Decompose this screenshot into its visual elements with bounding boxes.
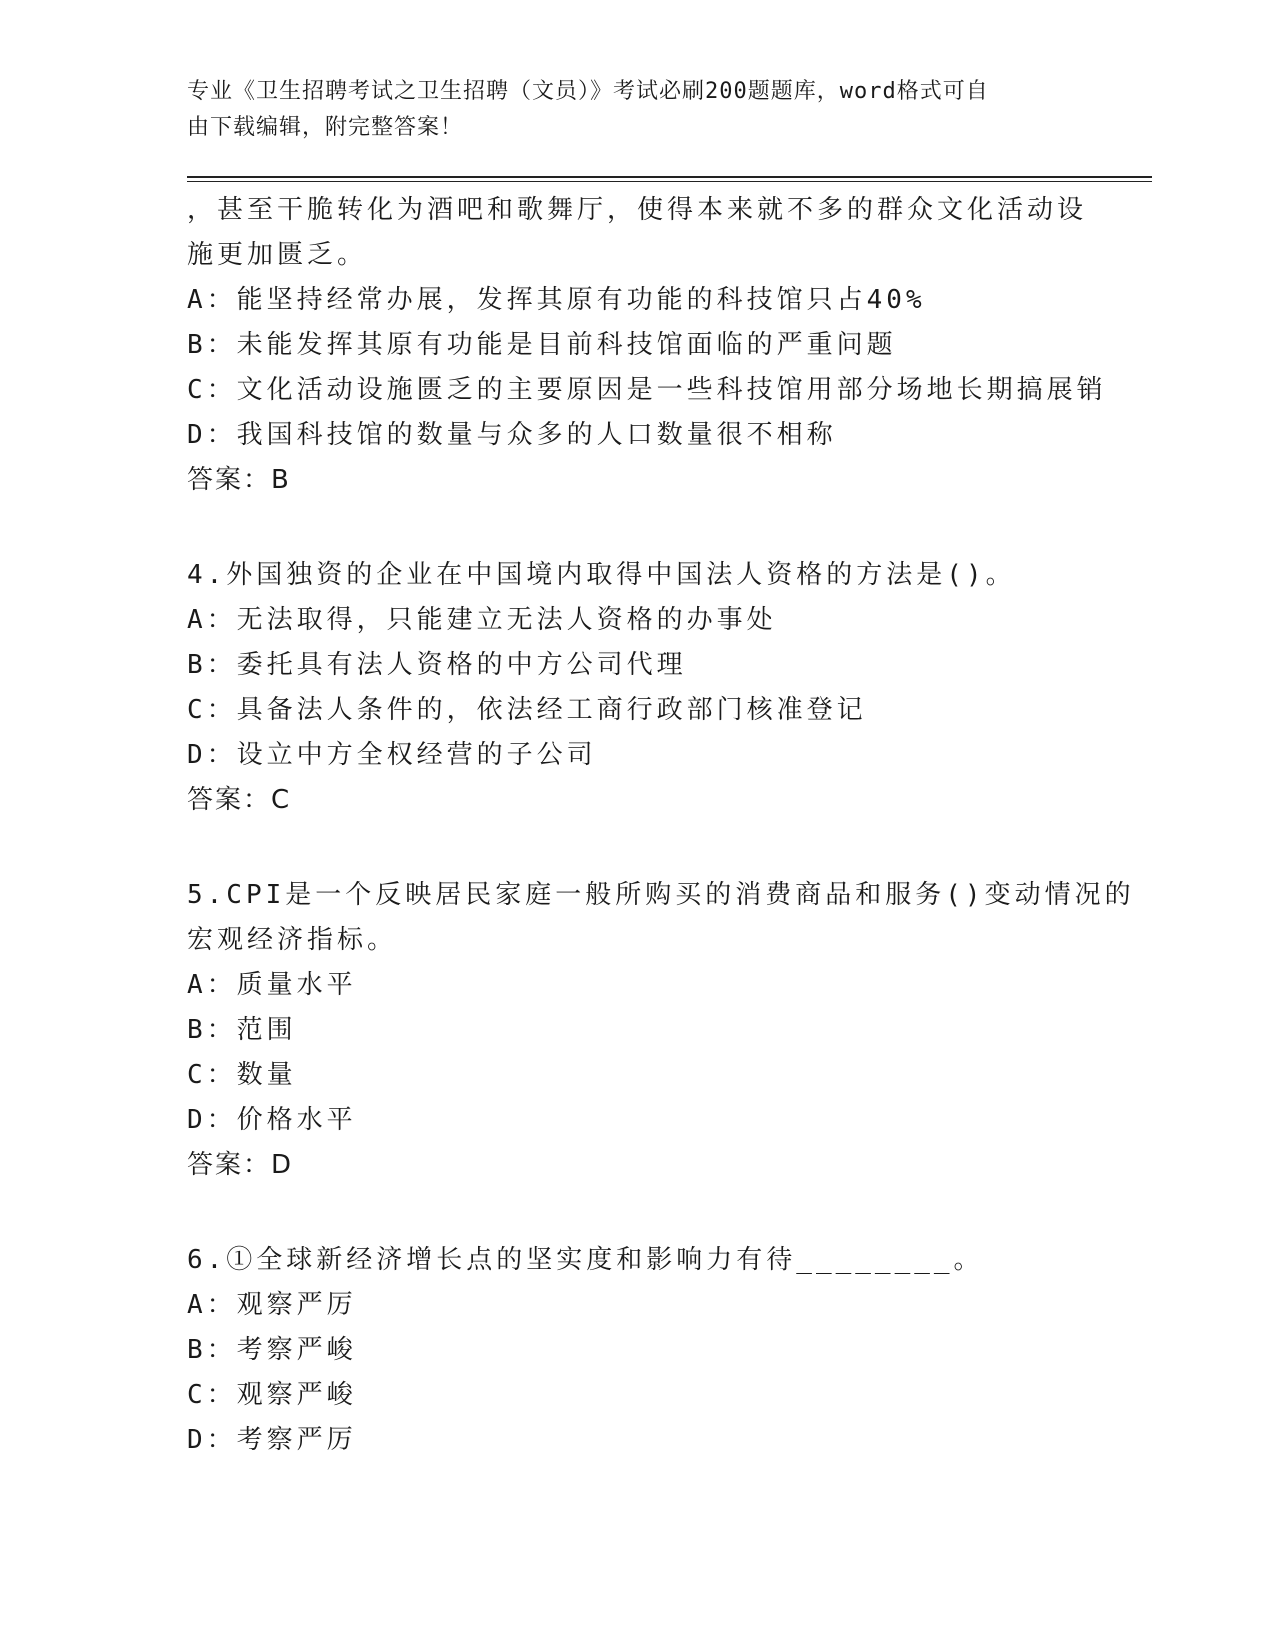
question-5-stem-1: 5.CPI是一个反映居民家庭一般所购买的消费商品和服务()变动情况的 [187, 880, 1135, 910]
question-3-option-c: C：文化活动设施匮乏的主要原因是一些科技馆用部分场地长期搞展销 [187, 375, 1107, 405]
question-3-continuation-1: ，甚至干脆转化为酒吧和歌舞厅，使得本来就不多的群众文化活动设 [187, 195, 1088, 225]
question-6 [187, 1238, 1087, 1463]
question-4-option-c: C：具备法人条件的，依法经工商行政部门核准登记 [187, 695, 867, 725]
document-body [187, 188, 1135, 1463]
header-line-1: 专业《卫生招聘考试之卫生招聘（文员）》考试必刷200题题库，word格式可自 [187, 79, 989, 104]
question-4-stem: 4.外国独资的企业在中国境内取得中国法人资格的方法是()。 [187, 560, 1016, 590]
spacer [187, 503, 1087, 553]
spacer [187, 1188, 1087, 1238]
spacer [187, 823, 1087, 873]
question-4-option-d: D：设立中方全权经营的子公司 [187, 740, 597, 770]
question-6-option-d: D：考察严厉 [187, 1425, 357, 1455]
question-5-option-b: B：范围 [187, 1015, 297, 1045]
question-5-stem-2: 宏观经济指标。 [187, 925, 398, 955]
question-6-option-a: A：观察严厉 [187, 1290, 357, 1320]
question-3-answer: 答案：B [187, 465, 291, 495]
question-4-option-a: A：无法取得，只能建立无法人资格的办事处 [187, 605, 777, 635]
question-6-stem: 6.①全球新经济增长点的坚实度和影响力有待________。 [187, 1245, 984, 1275]
question-3-option-a: A：能坚持经常办展，发挥其原有功能的科技馆只占40% [187, 285, 926, 315]
question-6-option-c: C：观察严峻 [187, 1380, 357, 1410]
header-rule-thin [187, 181, 1152, 182]
question-3-option-b: B：未能发挥其原有功能是目前科技馆面临的严重问题 [187, 330, 897, 360]
question-4 [187, 553, 1087, 823]
document-header [187, 74, 1067, 146]
header-line-2: 由下载编辑，附完整答案！ [187, 115, 464, 140]
question-4-option-b: B：委托具有法人资格的中方公司代理 [187, 650, 687, 680]
question-5-answer: 答案：D [187, 1150, 294, 1180]
header-rule-thick [187, 176, 1152, 178]
question-3-continuation-2: 施更加匮乏。 [187, 240, 368, 270]
question-5-option-a: A：质量水平 [187, 970, 357, 1000]
question-5-option-c: C：数量 [187, 1060, 297, 1090]
question-5 [187, 873, 1135, 1188]
question-6-option-b: B：考察严峻 [187, 1335, 357, 1365]
question-4-answer: 答案：C [187, 785, 292, 815]
question-5-option-d: D：价格水平 [187, 1105, 357, 1135]
question-3-option-d: D：我国科技馆的数量与众多的人口数量很不相称 [187, 420, 837, 450]
question-3 [187, 188, 1107, 503]
